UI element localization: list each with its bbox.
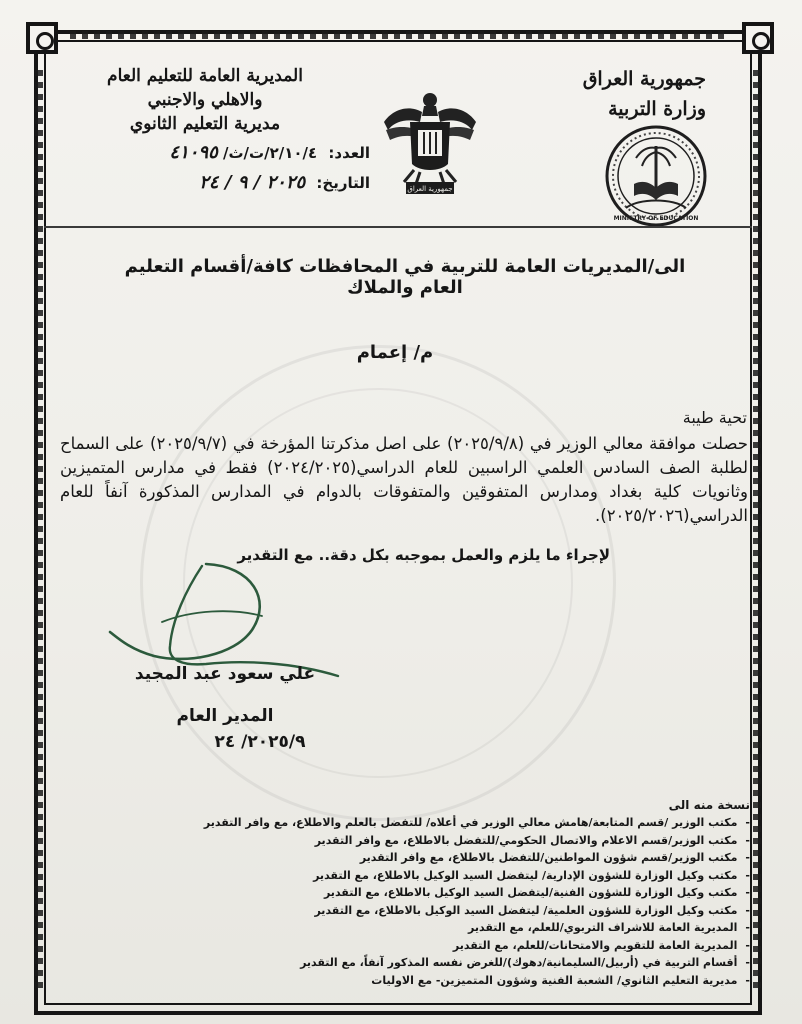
subject-line: م/ إعمام — [356, 342, 434, 363]
reference-date — [70, 172, 370, 193]
list-item: -أقسام التربية في (أربيل/السليمانية/دهوك)/للغرض نفسه المذكور آنفاً، مع التقدير — [300, 956, 750, 969]
list-item: -مكتب وكيل الوزارة للشؤون العلمية/ ليتفضل السيد الوكيل بالاطلاع، مع التقدير — [314, 903, 750, 917]
list-item: -مديرية التعليم الثانوي/ الشعبة الفنية وشؤون المتميزين- مع الاوليات — [371, 973, 750, 987]
signer-name: علي سعود عبد المجيد — [134, 664, 316, 684]
date-value: ٢٠٢٥ / ٩ / ٢٤ — [199, 172, 306, 193]
list-item: -مكتب وكيل الوزارة للشؤون الفنية/ليتفضل السيد الوكيل بالاطلاع، مع التقدير — [323, 886, 750, 899]
cc-title: نسخة منه الى — [668, 798, 750, 812]
reference-label: العدد: — [328, 144, 370, 162]
list-item: -مكتب الوزير/قسم شؤون المواطنين/للتفضل بالاطلاع، مع وافر التقدير — [359, 851, 750, 864]
header-left-line-1: المديرية العامة للتعليم العام — [107, 66, 303, 86]
handwritten-signature — [102, 560, 342, 680]
signer-title: المدير العام — [176, 706, 274, 726]
header-directorate — [70, 64, 340, 136]
frame-corner-top-left — [26, 22, 58, 54]
eagle-emblem-icon — [380, 86, 480, 198]
cc-list — [110, 814, 750, 989]
frame-corner-top-right — [742, 22, 774, 54]
list-item: -مكتب الوزير /قسم المتابعة/هامش معالي الوزير في أعلاه/ للتفضل بالعلم والاطلاع، مع وافر التقدير — [203, 816, 750, 829]
ministry-seal-icon — [604, 124, 708, 228]
frame-ornament-top — [70, 31, 730, 39]
list-item: -المديرية العامة للتقويم والامتحانات/للعلم، مع التقدير — [452, 938, 750, 952]
header-right-line-1: جمهورية العراق — [582, 68, 706, 90]
reference-value: ٤١٠٩٥ — [169, 142, 218, 163]
letter-body: حصلت موافقة معالي الوزير في (٢٠٢٥/٩/٨) على اصل مذكرتنا المؤرخة في (٢٠٢٥/٩/٧) على السماح لطلبة الصف السادس العلمي الراسبين للعام الدراسي(٢٠٢٤/٢٠٢٥) فقط في مدارس المتميزين وثانويات كلية بغداد ومدارس المتفوقين والمتفوقات بالدوام في المدارس المذكورة آنفاً للعام الدراسي(٢٠٢٥/٢٠٢٦). — [60, 434, 748, 525]
list-item: -مكتب وكيل الوزارة للشؤون الإدارية/ ليتفضل السيد الوكيل بالاطلاع، مع التقدير — [313, 868, 750, 882]
list-item: -المديرية العامة للاشراف التربوي/للعلم، مع التقدير — [468, 921, 750, 934]
header-left-line-2: والاهلي والاجنبي — [147, 90, 263, 110]
header-right-line-2: وزارة التربية — [608, 98, 706, 120]
closing-line: لإجراء ما يلزم والعمل بموجبه بكل دقة.. مع التقدير — [237, 546, 610, 564]
greeting: تحية طيبة — [682, 408, 747, 427]
frame-ornament-right — [753, 70, 761, 990]
header-ministry — [526, 64, 706, 124]
signature-date: ٢٠٢٥/٩/ ٢٤ — [214, 732, 306, 752]
addressee-line: الى/المديريات العامة للتربية في المحافظات كافة/أقسام التعليم العام والملاك — [124, 256, 686, 298]
reference-code: ٢/١٠/٤/ت/ث/ — [222, 144, 318, 162]
frame-ornament-left — [35, 70, 43, 990]
header-divider — [44, 226, 752, 228]
header-left-line-3: مديرية التعليم الثانوي — [129, 114, 281, 134]
emblem-caption: جمهورية العراق — [407, 185, 453, 193]
list-item: -مكتب الوزير/قسم الاعلام والاتصال الحكومي/للتفضل بالاطلاع، مع وافر التقدير — [314, 833, 750, 847]
seal-caption: MINISTRY OF EDUCATION — [613, 215, 699, 222]
reference-number — [70, 142, 370, 163]
date-label: التاريخ: — [316, 174, 370, 192]
